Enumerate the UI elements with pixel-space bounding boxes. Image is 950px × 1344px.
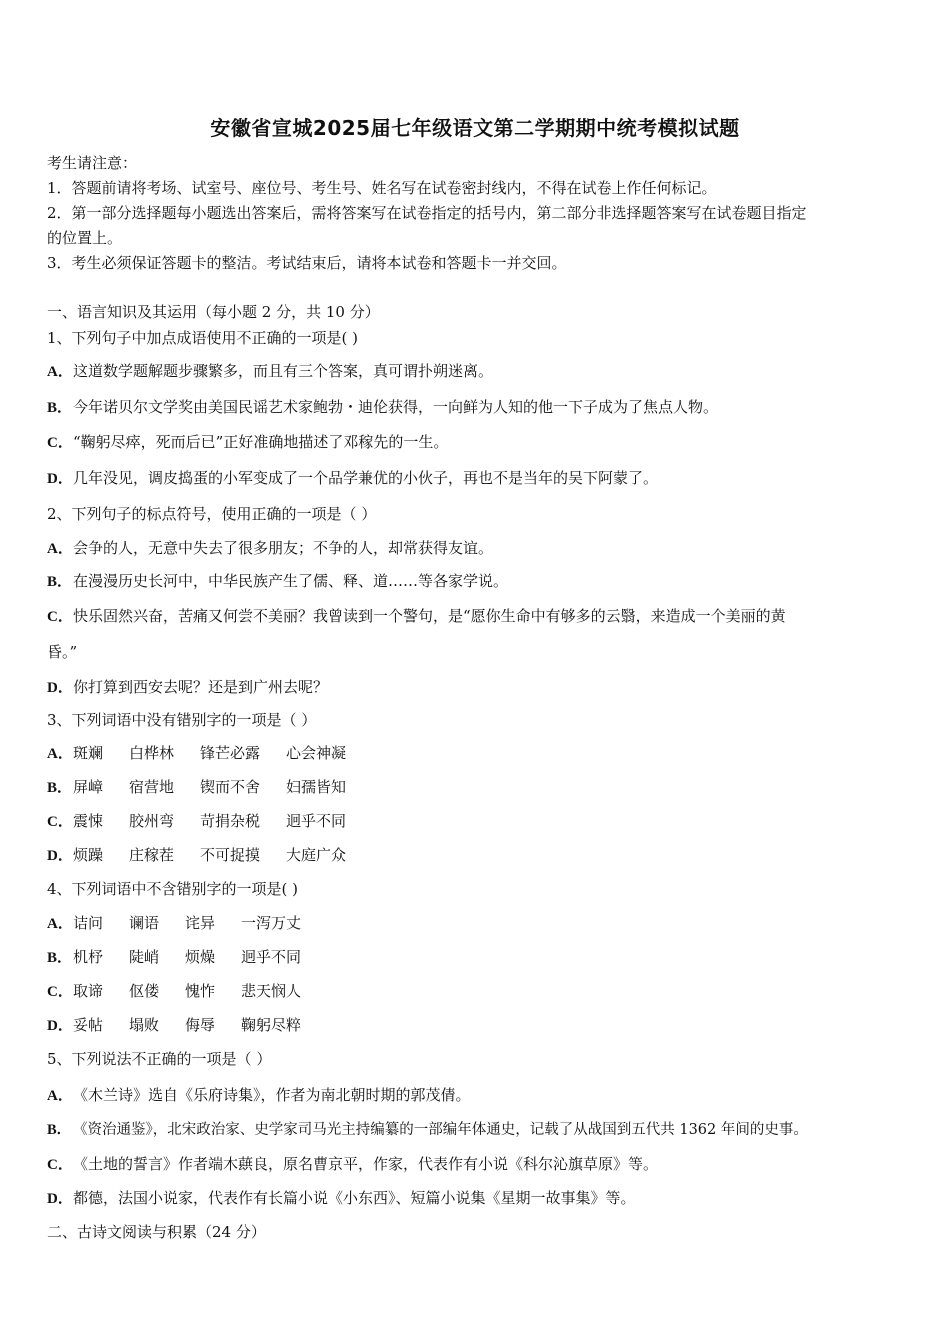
section-heading: 一、语言知识及其运用（每小题 2 分，共 10 分） bbox=[47, 303, 380, 321]
question-stem: 5、下列说法不正确的一项是（ ） bbox=[47, 1050, 272, 1068]
option-b: B．屏嶂 宿营地 锲而不舍 妇孺皆知 bbox=[47, 778, 347, 796]
question-stem: 2、下列句子的标点符号，使用正确的一项是（ ） bbox=[47, 505, 377, 523]
option-d: D．妥帖 塌败 侮辱 鞠躬尽粹 bbox=[47, 1016, 302, 1034]
option-c: C．快乐固然兴奋，苦痛又何尝不美丽？我曾读到一个警句，是“愿你生命中有够多的云翳，来造成一个美丽的黄 bbox=[47, 607, 786, 625]
option-b: B．机杼 陡峭 烦燥 迥乎不同 bbox=[47, 948, 302, 966]
notice-item: 的位置上。 bbox=[47, 229, 123, 247]
option-c: C．《土地的誓言》作者端木蕻良，原名曹京平，作家，代表作有小说《科尔沁旗草原》等。 bbox=[47, 1155, 659, 1173]
section-heading: 二、古诗文阅读与积累（24 分） bbox=[47, 1223, 266, 1241]
notice-item: 1．答题前请将考场、试室号、座位号、考生号、姓名写在试卷密封线内，不得在试卷上作任何标记。 bbox=[47, 179, 717, 197]
notice-item: 2．第一部分选择题每小题选出答案后，需将答案写在试卷指定的括号内，第二部分非选择题答案写在试卷题目指定 bbox=[47, 204, 807, 222]
question-stem: 4、下列词语中不含错别字的一项是( ) bbox=[47, 880, 299, 898]
option-d: D．烦躁 庄稼茬 不可捉摸 大庭广众 bbox=[47, 846, 347, 864]
option-b: B．今年诺贝尔文学奖由美国民谣艺术家鲍勃・迪伦获得，一向鲜为人知的他一下子成为了焦点人物。 bbox=[47, 398, 719, 416]
notice-item: 3．考生必须保证答题卡的整洁。考试结束后，请将本试卷和答题卡一并交回。 bbox=[47, 254, 567, 272]
question-stem: 3、下列词语中没有错别字的一项是（ ） bbox=[47, 711, 317, 729]
option-c: C．“鞠躬尽瘁，死而后已”正好准确地描述了邓稼先的一生。 bbox=[47, 433, 449, 451]
option-a: A．《木兰诗》选自《乐府诗集》，作者为南北朝时期的郭茂倩。 bbox=[47, 1086, 471, 1104]
option-d: D．几年没见，调皮捣蛋的小军变成了一个品学兼优的小伙子，再也不是当年的吴下阿蒙了。 bbox=[47, 469, 659, 487]
notice-heading: 考生请注意： bbox=[47, 154, 138, 172]
option-a: A．这道数学题解题步骤繁多，而且有三个答案，真可谓扑朔迷离。 bbox=[47, 362, 494, 380]
option-a: A．诘问 谰语 诧异 一泻万丈 bbox=[47, 914, 302, 932]
question-stem: 1、下列句子中加点成语使用不正确的一项是( ) bbox=[47, 329, 359, 347]
option-c: C．震悚 胶州弯 苛捐杂税 迥乎不同 bbox=[47, 812, 347, 830]
page-title: 安徽省宣城2025届七年级语文第二学期期中统考模拟试题 bbox=[210, 116, 740, 140]
option-c-continued: 昏。” bbox=[47, 643, 78, 661]
option-a: A．斑斓 白桦林 锋芒必露 心会神凝 bbox=[47, 744, 347, 762]
option-d: D．都德，法国小说家，代表作有长篇小说《小东西》、短篇小说集《星期一故事集》等。 bbox=[47, 1189, 636, 1207]
option-b: B． 《资治通鉴》，北宋政治家、史学家司马光主持编纂的一部编年体通史，记载了从战国到五代共 1362 年间的史事。 bbox=[47, 1122, 808, 1138]
option-c: C．取谛 伛偻 愧怍 悲天悯人 bbox=[47, 982, 302, 1000]
option-a: A．会争的人，无意中失去了很多朋友；不争的人，却常获得友谊。 bbox=[47, 539, 494, 557]
option-b: B．在漫漫历史长河中，中华民族产生了儒、释、道……等各家学说。 bbox=[47, 572, 509, 590]
option-d: D．你打算到西安去呢？还是到广州去呢？ bbox=[47, 678, 329, 696]
